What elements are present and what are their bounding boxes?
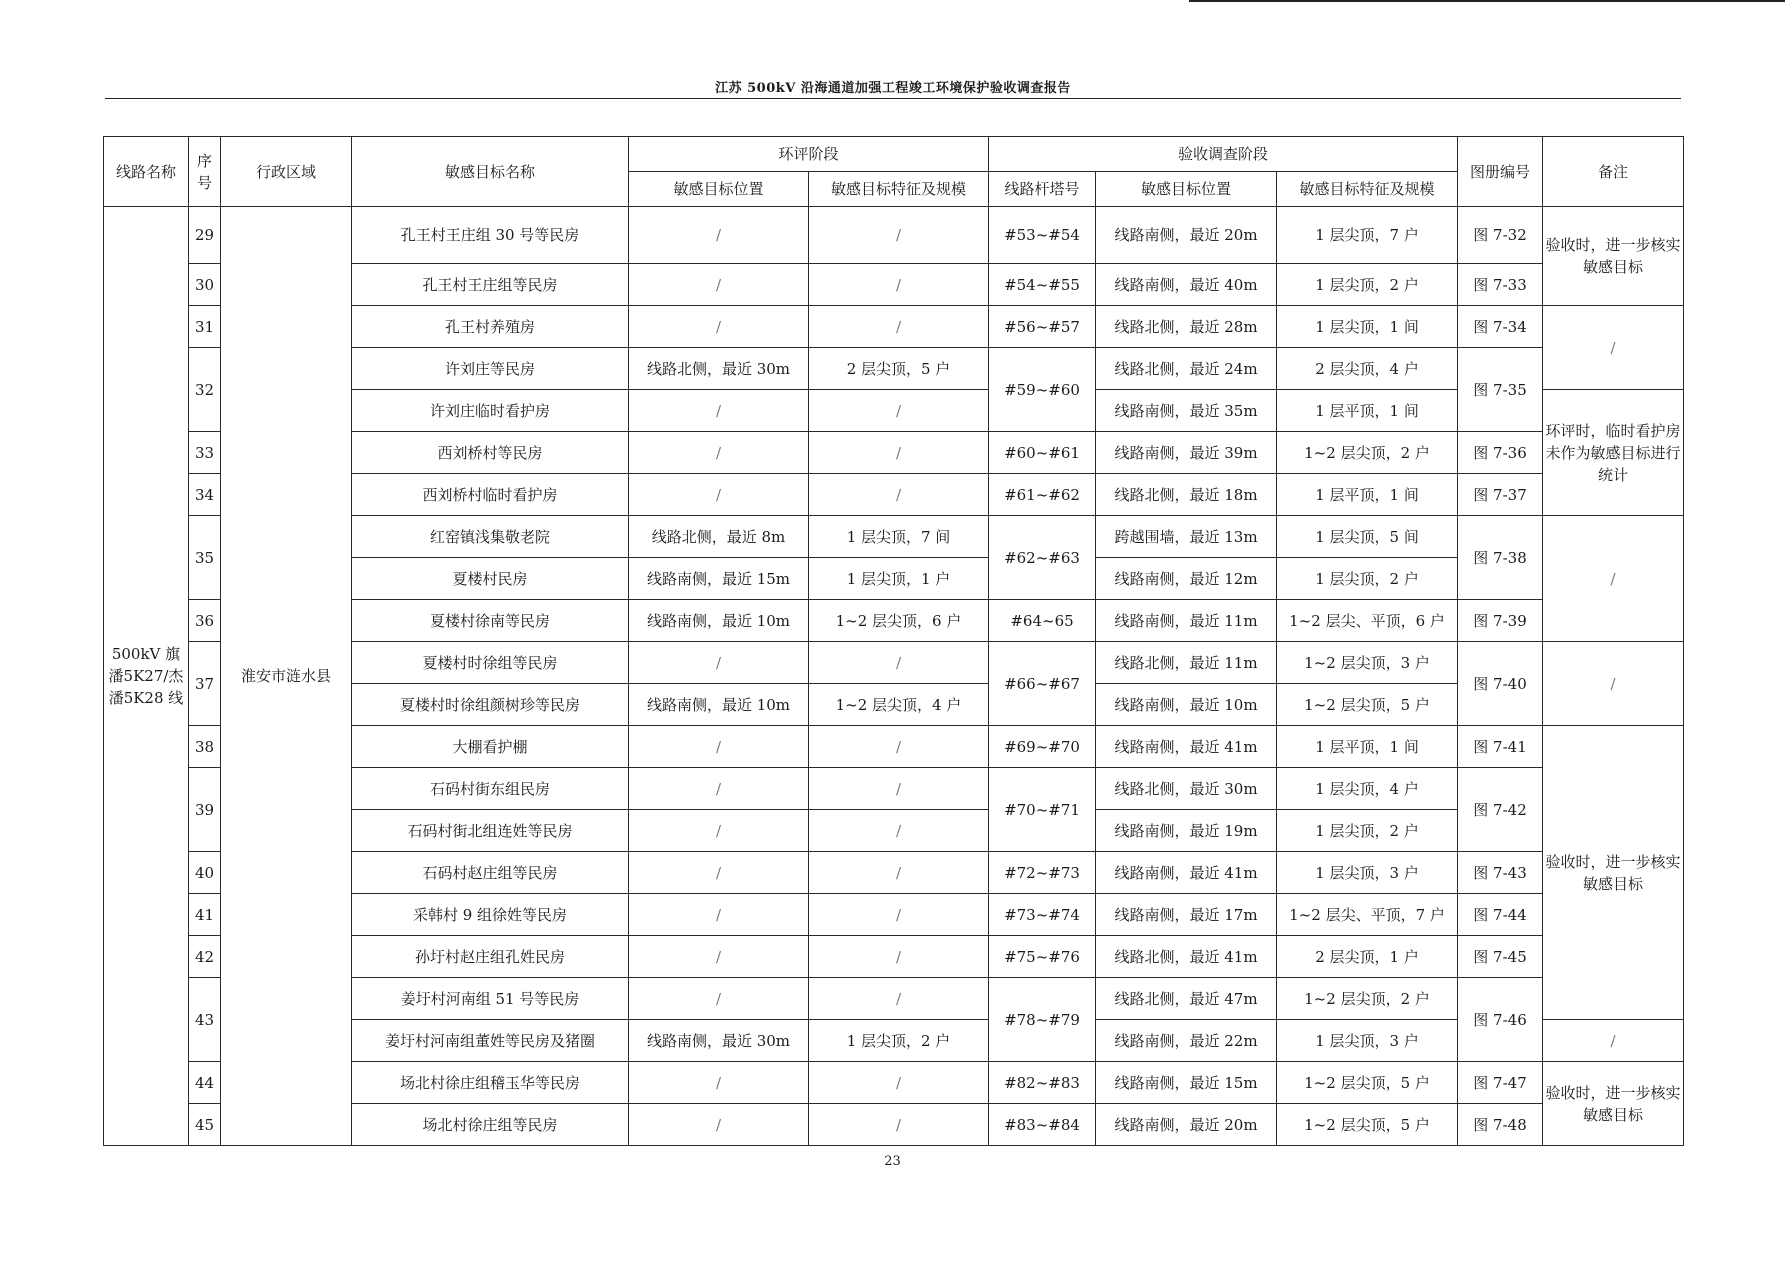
eia-features-cell: / <box>809 432 989 474</box>
header-rule <box>105 98 1681 99</box>
seq-cell: 40 <box>189 852 221 894</box>
tower-cell: #64~65 <box>989 600 1096 642</box>
acc-features-cell: 2 层尖顶，4 户 <box>1277 348 1458 390</box>
header-figure-no: 图册编号 <box>1458 137 1543 207</box>
acc-position-cell: 线路南侧，最近 22m <box>1096 1020 1277 1062</box>
acc-position-cell: 线路南侧，最近 19m <box>1096 810 1277 852</box>
header-acc-features: 敏感目标特征及规模 <box>1277 172 1458 207</box>
target-name-cell: 夏楼村民房 <box>352 558 629 600</box>
target-name-cell: 孔王村养殖房 <box>352 306 629 348</box>
tower-cell: #78~#79 <box>989 978 1096 1062</box>
eia-features-cell: / <box>809 1062 989 1104</box>
tower-cell: #59~#60 <box>989 348 1096 432</box>
target-name-cell: 石码村赵庄组等民房 <box>352 852 629 894</box>
eia-position-cell: / <box>629 432 809 474</box>
header-line-name: 线路名称 <box>104 137 189 207</box>
eia-features-cell: / <box>809 474 989 516</box>
eia-features-cell: / <box>809 768 989 810</box>
acc-features-cell: 1 层尖顶，7 户 <box>1277 207 1458 264</box>
remarks-cell: 验收时，进一步核实敏感目标 <box>1543 207 1684 306</box>
acc-position-cell: 线路南侧，最近 20m <box>1096 207 1277 264</box>
acc-position-cell: 线路南侧，最近 39m <box>1096 432 1277 474</box>
remarks-cell: / <box>1543 516 1684 642</box>
eia-features-cell: / <box>809 207 989 264</box>
acc-features-cell: 1~2 层尖、平顶，7 户 <box>1277 894 1458 936</box>
eia-features-cell: 1 层尖顶，1 户 <box>809 558 989 600</box>
eia-features-cell: / <box>809 264 989 306</box>
figure-cell: 图 7-34 <box>1458 306 1543 348</box>
acc-features-cell: 1 层平顶，1 间 <box>1277 390 1458 432</box>
line-name-cell: 500kV 旗潘5K27/杰潘5K28 线 <box>104 207 189 1146</box>
seq-cell: 37 <box>189 642 221 726</box>
figure-cell: 图 7-45 <box>1458 936 1543 978</box>
target-name-cell: 夏楼村徐南等民房 <box>352 600 629 642</box>
acc-features-cell: 1~2 层尖顶，3 户 <box>1277 642 1458 684</box>
tower-cell: #82~#83 <box>989 1062 1096 1104</box>
tower-cell: #83~#84 <box>989 1104 1096 1146</box>
acc-features-cell: 1~2 层尖顶，2 户 <box>1277 978 1458 1020</box>
seq-cell: 32 <box>189 348 221 432</box>
seq-cell: 42 <box>189 936 221 978</box>
eia-features-cell: 1~2 层尖顶，6 户 <box>809 600 989 642</box>
header-eia-position: 敏感目标位置 <box>629 172 809 207</box>
eia-features-cell: 2 层尖顶，5 户 <box>809 348 989 390</box>
acc-features-cell: 1 层尖顶，4 户 <box>1277 768 1458 810</box>
seq-cell: 30 <box>189 264 221 306</box>
target-name-cell: 夏楼村时徐组等民房 <box>352 642 629 684</box>
figure-cell: 图 7-41 <box>1458 726 1543 768</box>
seq-cell: 33 <box>189 432 221 474</box>
figure-cell: 图 7-36 <box>1458 432 1543 474</box>
eia-features-cell: / <box>809 852 989 894</box>
eia-position-cell: / <box>629 1062 809 1104</box>
figure-cell: 图 7-40 <box>1458 642 1543 726</box>
remarks-cell: 验收时，进一步核实敏感目标 <box>1543 726 1684 1020</box>
eia-position-cell: / <box>629 390 809 432</box>
target-name-cell: 西刘桥村等民房 <box>352 432 629 474</box>
seq-cell: 39 <box>189 768 221 852</box>
acc-features-cell: 1 层尖顶，2 户 <box>1277 264 1458 306</box>
figure-cell: 图 7-38 <box>1458 516 1543 600</box>
seq-cell: 41 <box>189 894 221 936</box>
tower-cell: #62~#63 <box>989 516 1096 600</box>
remarks-cell: 环评时，临时看护房未作为敏感目标进行统计 <box>1543 390 1684 516</box>
remarks-cell: / <box>1543 306 1684 390</box>
header-tower-no: 线路杆塔号 <box>989 172 1096 207</box>
acc-position-cell: 线路北侧，最近 11m <box>1096 642 1277 684</box>
acc-position-cell: 线路北侧，最近 41m <box>1096 936 1277 978</box>
target-name-cell: 西刘桥村临时看护房 <box>352 474 629 516</box>
figure-cell: 图 7-33 <box>1458 264 1543 306</box>
eia-features-cell: / <box>809 306 989 348</box>
eia-features-cell: / <box>809 390 989 432</box>
acc-features-cell: 1 层尖顶，1 间 <box>1277 306 1458 348</box>
target-name-cell: 孔王村王庄组 30 号等民房 <box>352 207 629 264</box>
eia-position-cell: / <box>629 207 809 264</box>
header-eia-features: 敏感目标特征及规模 <box>809 172 989 207</box>
acc-features-cell: 1 层平顶，1 间 <box>1277 474 1458 516</box>
target-name-cell: 场北村徐庄组等民房 <box>352 1104 629 1146</box>
acc-position-cell: 线路南侧，最近 41m <box>1096 726 1277 768</box>
acc-position-cell: 线路南侧，最近 17m <box>1096 894 1277 936</box>
eia-position-cell: 线路北侧，最近 30m <box>629 348 809 390</box>
acc-features-cell: 1 层尖顶，2 户 <box>1277 558 1458 600</box>
seq-cell: 36 <box>189 600 221 642</box>
region-cell: 淮安市涟水县 <box>221 207 352 1146</box>
header-eia-stage: 环评阶段 <box>629 137 989 172</box>
target-name-cell: 石码村街东组民房 <box>352 768 629 810</box>
eia-features-cell: / <box>809 726 989 768</box>
acc-position-cell: 线路北侧，最近 30m <box>1096 768 1277 810</box>
target-name-cell: 孙圩村赵庄组孔姓民房 <box>352 936 629 978</box>
acc-position-cell: 线路北侧，最近 28m <box>1096 306 1277 348</box>
figure-cell: 图 7-47 <box>1458 1062 1543 1104</box>
seq-cell: 38 <box>189 726 221 768</box>
seq-cell: 43 <box>189 978 221 1062</box>
eia-position-cell: / <box>629 936 809 978</box>
tower-cell: #56~#57 <box>989 306 1096 348</box>
acc-position-cell: 线路南侧，最近 35m <box>1096 390 1277 432</box>
eia-position-cell: / <box>629 264 809 306</box>
tower-cell: #75~#76 <box>989 936 1096 978</box>
figure-cell: 图 7-35 <box>1458 348 1543 432</box>
acc-position-cell: 线路南侧，最近 11m <box>1096 600 1277 642</box>
eia-features-cell: / <box>809 1104 989 1146</box>
acc-features-cell: 1~2 层尖、平顶，6 户 <box>1277 600 1458 642</box>
seq-cell: 29 <box>189 207 221 264</box>
acc-features-cell: 1 层尖顶，3 户 <box>1277 1020 1458 1062</box>
seq-cell: 44 <box>189 1062 221 1104</box>
eia-features-cell: / <box>809 978 989 1020</box>
header-seq-no: 序号 <box>189 137 221 207</box>
acc-features-cell: 1~2 层尖顶，5 户 <box>1277 1062 1458 1104</box>
tower-cell: #73~#74 <box>989 894 1096 936</box>
eia-features-cell: / <box>809 936 989 978</box>
acc-position-cell: 线路北侧，最近 18m <box>1096 474 1277 516</box>
target-name-cell: 石码村街北组连姓等民房 <box>352 810 629 852</box>
acc-position-cell: 线路北侧，最近 47m <box>1096 978 1277 1020</box>
target-name-cell: 姜圩村河南组董姓等民房及猪圈 <box>352 1020 629 1062</box>
eia-features-cell: 1 层尖顶，2 户 <box>809 1020 989 1062</box>
tower-cell: #72~#73 <box>989 852 1096 894</box>
eia-features-cell: / <box>809 894 989 936</box>
acc-features-cell: 1 层平顶，1 间 <box>1277 726 1458 768</box>
target-name-cell: 采韩村 9 组徐姓等民房 <box>352 894 629 936</box>
seq-cell: 31 <box>189 306 221 348</box>
acc-features-cell: 1~2 层尖顶，5 户 <box>1277 684 1458 726</box>
acc-position-cell: 线路南侧，最近 40m <box>1096 264 1277 306</box>
figure-cell: 图 7-48 <box>1458 1104 1543 1146</box>
acc-features-cell: 1 层尖顶，5 间 <box>1277 516 1458 558</box>
seq-cell: 34 <box>189 474 221 516</box>
tower-cell: #54~#55 <box>989 264 1096 306</box>
eia-features-cell: 1~2 层尖顶，4 户 <box>809 684 989 726</box>
eia-position-cell: / <box>629 306 809 348</box>
tower-cell: #60~#61 <box>989 432 1096 474</box>
table-header-row <box>104 137 1684 172</box>
acc-position-cell: 线路北侧，最近 24m <box>1096 348 1277 390</box>
eia-position-cell: 线路南侧，最近 10m <box>629 600 809 642</box>
tower-cell: #61~#62 <box>989 474 1096 516</box>
eia-position-cell: / <box>629 1104 809 1146</box>
remarks-cell: 验收时，进一步核实敏感目标 <box>1543 1062 1684 1146</box>
target-name-cell: 许刘庄临时看护房 <box>352 390 629 432</box>
eia-features-cell: 1 层尖顶，7 间 <box>809 516 989 558</box>
sensitive-targets-table <box>103 136 1684 1146</box>
page-number: 23 <box>884 1154 901 1169</box>
figure-cell: 图 7-42 <box>1458 768 1543 852</box>
acc-position-cell: 线路南侧，最近 10m <box>1096 684 1277 726</box>
acc-features-cell: 1~2 层尖顶，5 户 <box>1277 1104 1458 1146</box>
header-remarks: 备注 <box>1543 137 1684 207</box>
acc-position-cell: 线路南侧，最近 20m <box>1096 1104 1277 1146</box>
figure-cell: 图 7-43 <box>1458 852 1543 894</box>
acc-features-cell: 1~2 层尖顶，2 户 <box>1277 432 1458 474</box>
acc-position-cell: 跨越围墙，最近 13m <box>1096 516 1277 558</box>
eia-position-cell: / <box>629 852 809 894</box>
header-region: 行政区域 <box>221 137 352 207</box>
tower-cell: #53~#54 <box>989 207 1096 264</box>
seq-cell: 35 <box>189 516 221 600</box>
header-acceptance-stage: 验收调查阶段 <box>989 137 1458 172</box>
target-name-cell: 孔王村王庄组等民房 <box>352 264 629 306</box>
figure-cell: 图 7-39 <box>1458 600 1543 642</box>
target-name-cell: 夏楼村时徐组颜树珍等民房 <box>352 684 629 726</box>
acc-features-cell: 1 层尖顶，2 户 <box>1277 810 1458 852</box>
eia-position-cell: / <box>629 642 809 684</box>
eia-position-cell: 线路南侧，最近 15m <box>629 558 809 600</box>
figure-cell: 图 7-46 <box>1458 978 1543 1062</box>
eia-position-cell: 线路南侧，最近 30m <box>629 1020 809 1062</box>
eia-position-cell: / <box>629 474 809 516</box>
tower-cell: #66~#67 <box>989 642 1096 726</box>
figure-cell: 图 7-32 <box>1458 207 1543 264</box>
top-edge-rule <box>1189 0 1785 2</box>
eia-position-cell: 线路北侧，最近 8m <box>629 516 809 558</box>
remarks-cell: / <box>1543 1020 1684 1062</box>
report-header-title: 江苏 500kV 沿海通道加强工程竣工环境保护验收调查报告 <box>715 81 1071 96</box>
figure-cell: 图 7-37 <box>1458 474 1543 516</box>
acc-features-cell: 2 层尖顶，1 户 <box>1277 936 1458 978</box>
target-name-cell: 大棚看护棚 <box>352 726 629 768</box>
header-acc-position: 敏感目标位置 <box>1096 172 1277 207</box>
table-row <box>104 207 1684 264</box>
target-name-cell: 许刘庄等民房 <box>352 348 629 390</box>
tower-cell: #70~#71 <box>989 768 1096 852</box>
eia-position-cell: / <box>629 768 809 810</box>
acc-position-cell: 线路南侧，最近 41m <box>1096 852 1277 894</box>
figure-cell: 图 7-44 <box>1458 894 1543 936</box>
remarks-cell: / <box>1543 642 1684 726</box>
eia-features-cell: / <box>809 642 989 684</box>
target-name-cell: 红窑镇浅集敬老院 <box>352 516 629 558</box>
eia-position-cell: / <box>629 726 809 768</box>
target-name-cell: 场北村徐庄组稽玉华等民房 <box>352 1062 629 1104</box>
eia-position-cell: / <box>629 894 809 936</box>
target-name-cell: 姜圩村河南组 51 号等民房 <box>352 978 629 1020</box>
header-target-name: 敏感目标名称 <box>352 137 629 207</box>
tower-cell: #69~#70 <box>989 726 1096 768</box>
eia-features-cell: / <box>809 810 989 852</box>
eia-position-cell: / <box>629 978 809 1020</box>
acc-features-cell: 1 层尖顶，3 户 <box>1277 852 1458 894</box>
acc-position-cell: 线路南侧，最近 15m <box>1096 1062 1277 1104</box>
seq-cell: 45 <box>189 1104 221 1146</box>
eia-position-cell: / <box>629 810 809 852</box>
eia-position-cell: 线路南侧，最近 10m <box>629 684 809 726</box>
acc-position-cell: 线路南侧，最近 12m <box>1096 558 1277 600</box>
